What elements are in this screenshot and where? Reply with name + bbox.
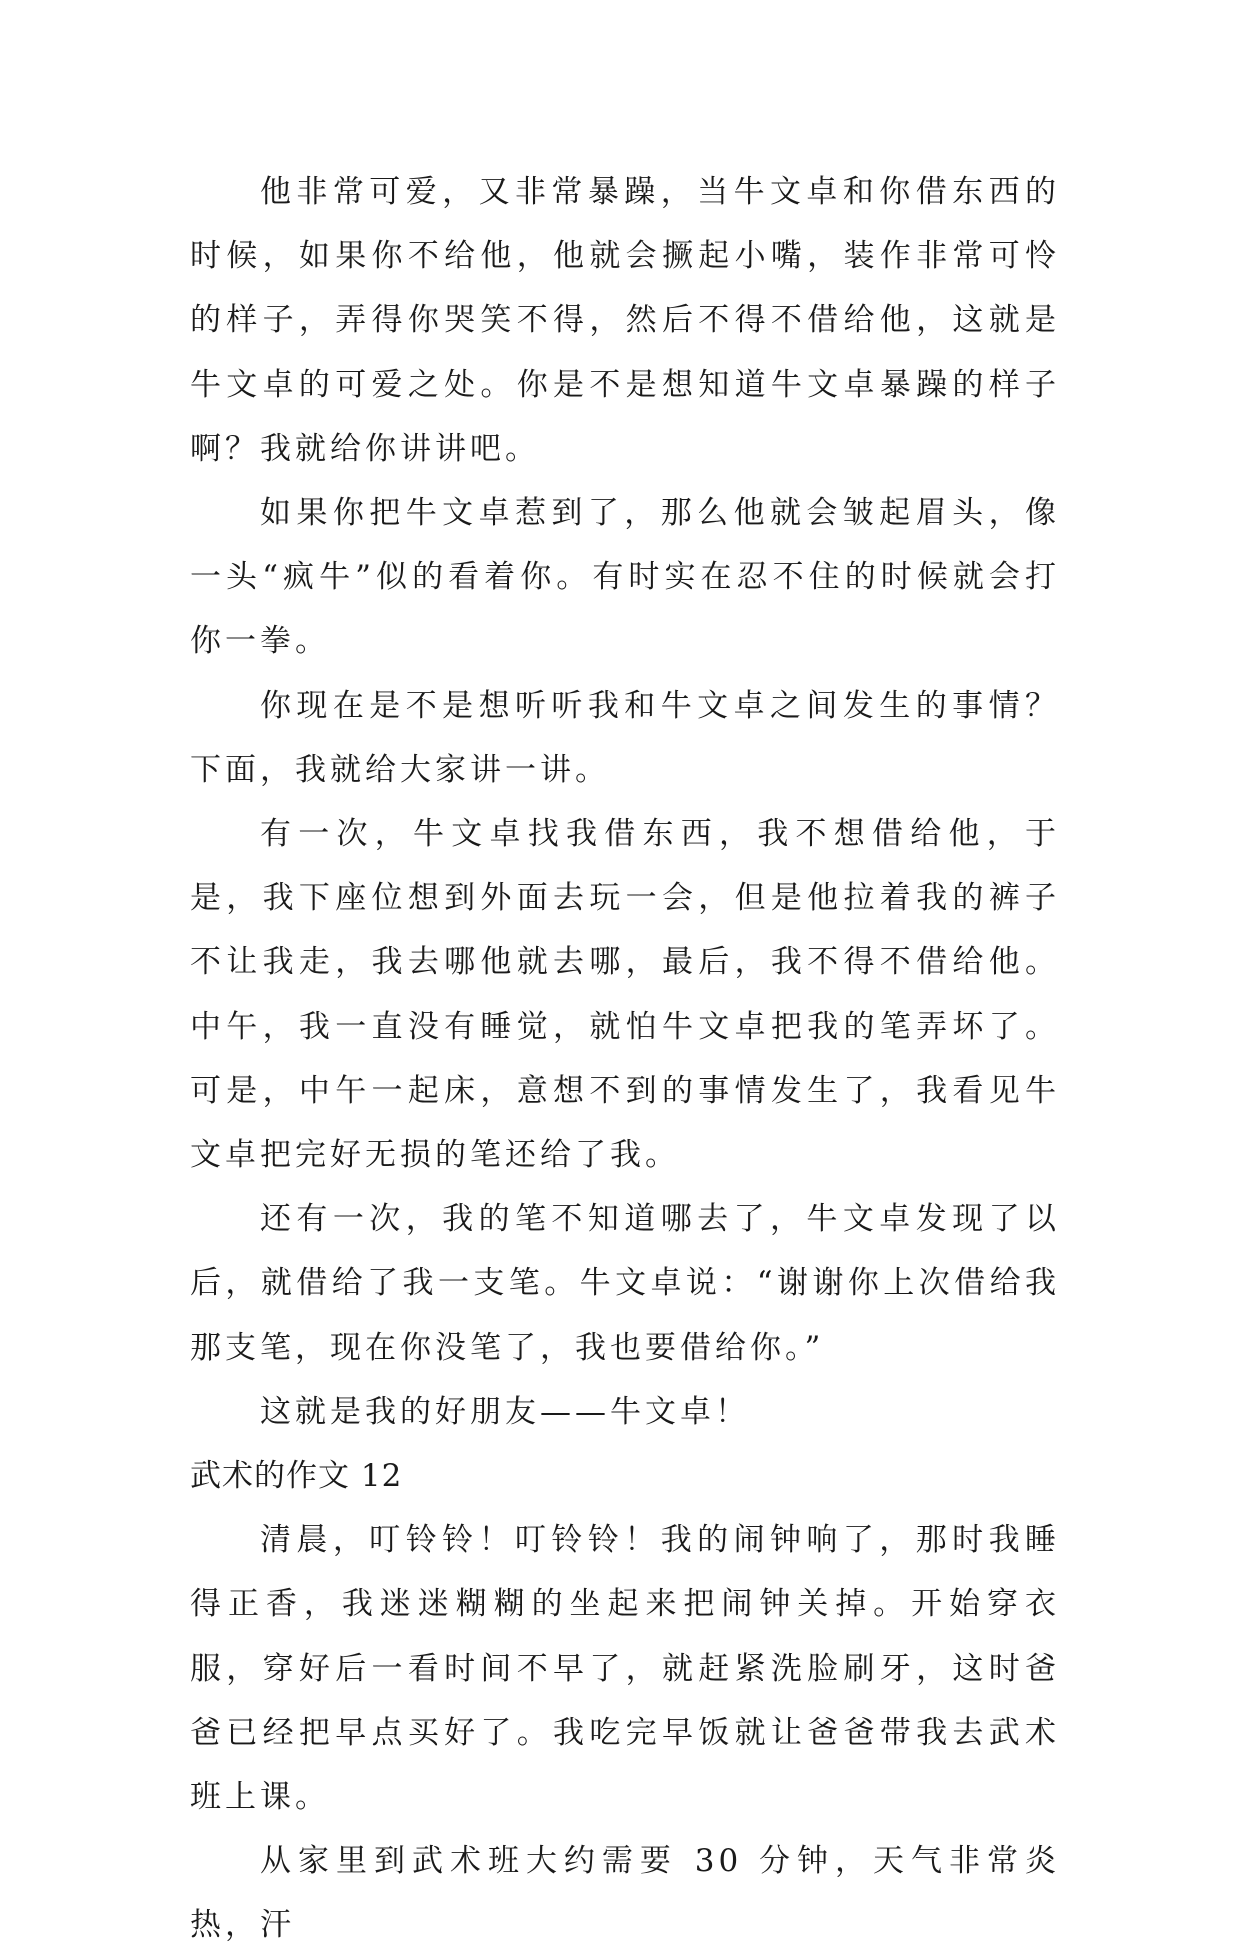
paragraph: 他非常可爱，又非常暴躁，当牛文卓和你借东西的时候，如果你不给他，他就会撅起小嘴，装作非常可怜的样子，弄得你哭笑不得，然后不得不借给他，这就是牛文卓的可爱之处。你是不是想知道牛文卓暴躁的样子啊？我就给你讲讲吧。 bbox=[190, 174, 1060, 467]
paragraph: 从家里到武术班大约需要 30 分钟，天气非常炎热，汗 bbox=[190, 1843, 1060, 1944]
paragraph: 你现在是不是想听听我和牛文卓之间发生的事情？下面，我就给大家讲一讲。 bbox=[190, 687, 1060, 788]
document-body bbox=[190, 160, 1060, 1958]
paragraph: 还有一次，我的笔不知道哪去了，牛文卓发现了以后，就借给了我一支笔。牛文卓说：“谢谢你上次借给我那支笔，现在你没笔了，我也要借给你。” bbox=[190, 1201, 1060, 1366]
paragraph: 清晨，叮铃铃！叮铃铃！我的闹钟响了，那时我睡得正香，我迷迷糊糊的坐起来把闹钟关掉。开始穿衣服，穿好后一看时间不早了，就赶紧洗脸刷牙，这时爸爸已经把早点买好了。我吃完早饭就让爸爸带我去武术班上课。 bbox=[190, 1522, 1060, 1816]
paragraph: 这就是我的好朋友——牛文卓！ bbox=[260, 1393, 750, 1430]
paragraph: 如果你把牛文卓惹到了，那么他就会皱起眉头，像一头“疯牛”似的看着你。有时实在忍不住的时候就会打你一拳。 bbox=[190, 495, 1060, 660]
paragraph: 有一次，牛文卓找我借东西，我不想借给他，于是，我下座位想到外面去玩一会，但是他拉着我的裤子不让我走，我去哪他就去哪，最后，我不得不借给他。中午，我一直没有睡觉，就怕牛文卓把我的笔弄坏了。可是，中午一起床，意想不到的事情发生了，我看见牛文卓把完好无损的笔还给了我。 bbox=[190, 816, 1060, 1174]
essay-heading: 武术的作文 12 bbox=[190, 1458, 403, 1495]
